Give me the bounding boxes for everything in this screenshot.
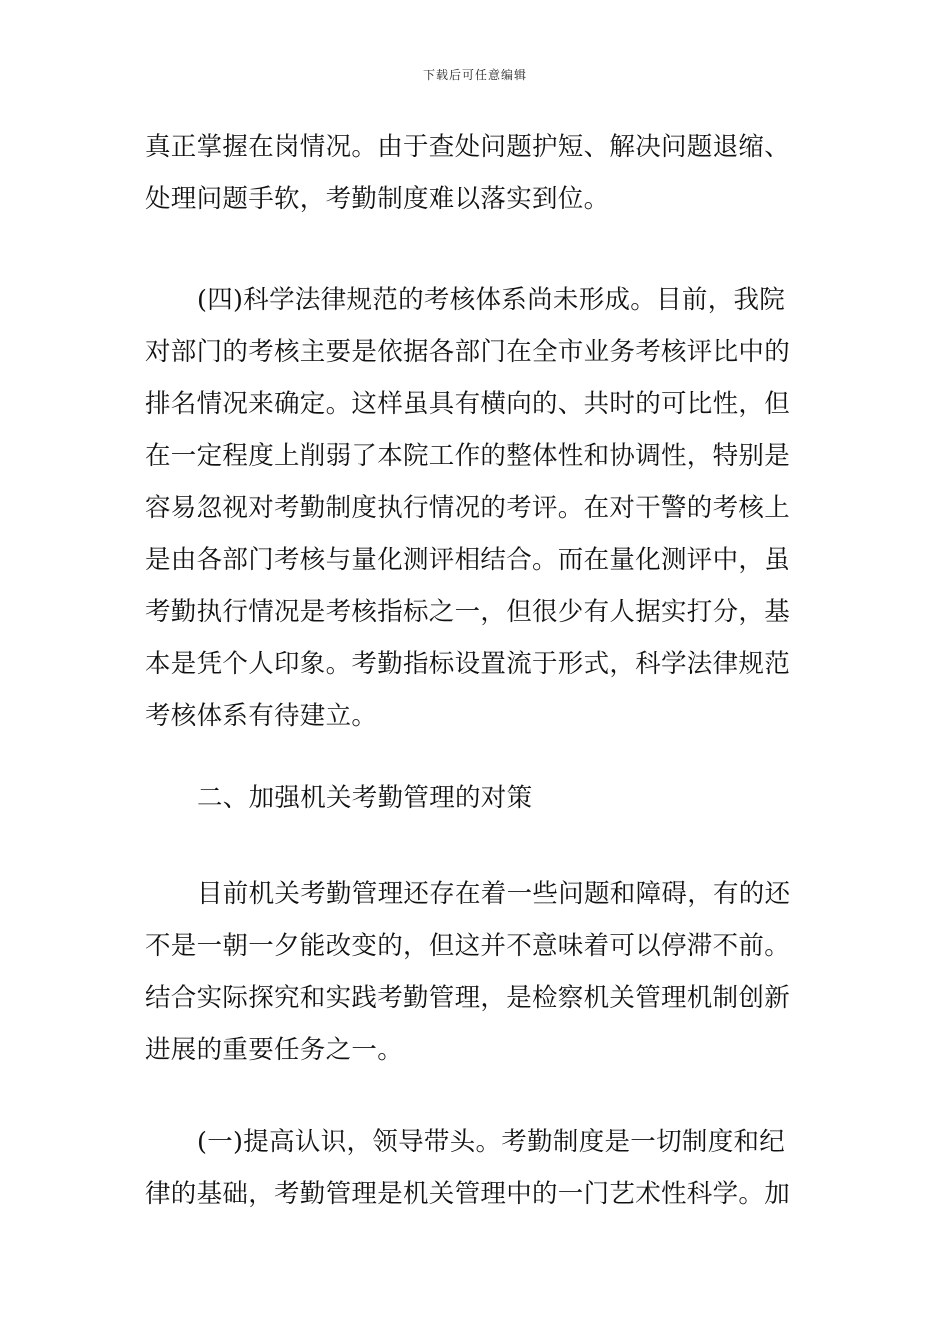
text-line: 考勤执行情况是考核指标之一，但很少有人据实打分，基 <box>145 597 791 627</box>
section-heading <box>145 772 815 824</box>
text-line: 律的基础，考勤管理是机关管理中的一门艺术性科学。加 <box>145 1179 791 1209</box>
text-line: 本是凭个人印象。考勤指标设置流于形式，科学法律规范 <box>145 649 791 679</box>
text-line: (一)提高认识，领导带头。考勤制度是一切制度和纪 <box>197 1127 786 1157</box>
text-line: 容易忽视对考勤制度执行情况的考评。在对干警的考核上 <box>145 493 791 523</box>
text-line: 对部门的考核主要是依据各部门在全市业务考核评比中的 <box>145 337 791 367</box>
text-line: 进展的重要任务之一。 <box>145 1035 404 1065</box>
paragraph-5 <box>145 1116 815 1220</box>
page-header: 下载后可任意编辑 <box>422 68 527 82</box>
paragraph-4 <box>145 868 815 1076</box>
text-line: 处理问题手软，考勤制度难以落实到位。 <box>145 184 610 214</box>
text-line: 目前机关考勤管理还存在着一些问题和障碍，有的还 <box>197 879 791 909</box>
text-line: 考核体系有待建立。 <box>145 701 378 731</box>
paragraph-1 <box>145 121 815 225</box>
text-line: 在一定程度上削弱了本院工作的整体性和协调性，特别是 <box>145 441 791 471</box>
text-line: 真正掌握在岗情况。由于查处问题护短、解决问题退缩、 <box>145 132 791 162</box>
text-line: 结合实际探究和实践考勤管理，是检察机关管理机制创新 <box>145 983 791 1013</box>
paragraph-2 <box>145 274 815 742</box>
text-line: (四)科学法律规范的考核体系尚未形成。目前，我院 <box>197 285 786 315</box>
text-line: 排名情况来确定。这样虽具有横向的、共时的可比性，但 <box>145 389 791 419</box>
text-line: 是由各部门考核与量化测评相结合。而在量化测评中，虽 <box>145 545 791 575</box>
text-line: 不是一朝一夕能改变的，但这并不意味着可以停滞不前。 <box>145 931 791 961</box>
section-heading-text: 二、加强机关考勤管理的对策 <box>197 783 533 813</box>
